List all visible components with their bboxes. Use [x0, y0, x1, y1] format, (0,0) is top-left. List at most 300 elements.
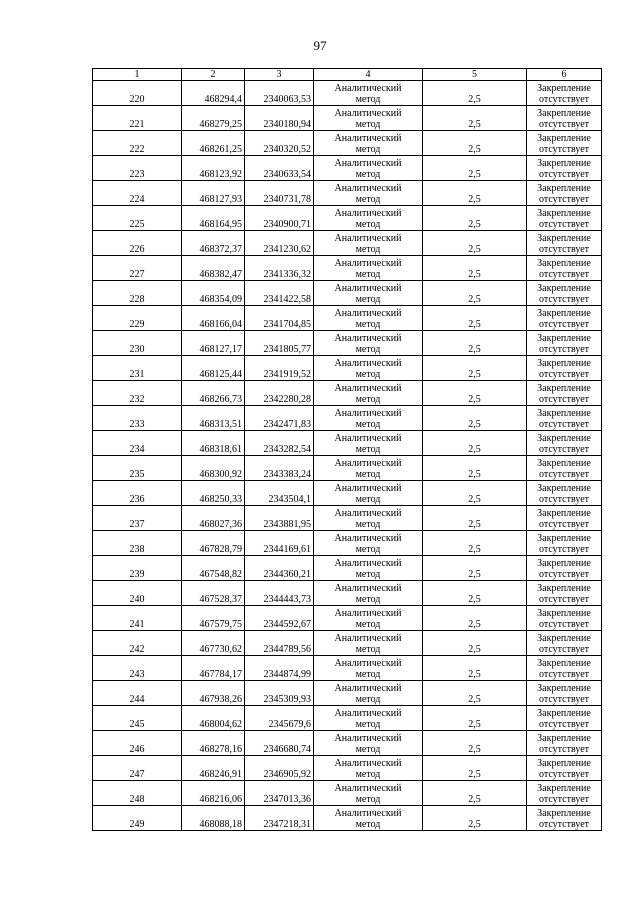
- y-coordinate-cell: 2341805,77: [245, 331, 314, 356]
- fixation-cell: [527, 231, 602, 256]
- fixation-line-1: Закрепление: [537, 283, 591, 294]
- y-coordinate-cell: 2342471,83: [245, 406, 314, 431]
- accuracy-cell: 2,5: [423, 631, 527, 656]
- x-coordinate-cell: 467828,79: [182, 531, 245, 556]
- x-coordinate-cell: 468300,92: [182, 456, 245, 481]
- fixation-line-2: отсутствует: [538, 369, 590, 380]
- x-coordinate-cell: 468004,62: [182, 706, 245, 731]
- y-coordinate-cell: 2344874,99: [245, 656, 314, 681]
- table-row: [93, 356, 602, 381]
- y-coordinate-cell: 2344789,56: [245, 631, 314, 656]
- method-line-1: Аналитический: [334, 133, 402, 144]
- fixation-line-2: отсутствует: [538, 569, 590, 580]
- method-cell: [314, 156, 423, 181]
- y-coordinate-cell: 2343881,95: [245, 506, 314, 531]
- fixation-cell: [527, 531, 602, 556]
- method-line-2: метод: [355, 419, 381, 430]
- method-line-1: Аналитический: [334, 633, 402, 644]
- method-line-2: метод: [355, 819, 381, 830]
- fixation-line-2: отсутствует: [538, 544, 590, 555]
- x-coordinate-cell: 468123,92: [182, 156, 245, 181]
- accuracy-cell: 2,5: [423, 506, 527, 531]
- y-coordinate-cell: 2340633,54: [245, 156, 314, 181]
- fixation-cell: [527, 281, 602, 306]
- method-line-1: Аналитический: [334, 483, 402, 494]
- method-line-2: метод: [355, 594, 381, 605]
- point-number-cell: 237: [93, 506, 182, 531]
- method-line-2: метод: [355, 144, 381, 155]
- method-cell: [314, 781, 423, 806]
- method-line-1: Аналитический: [334, 308, 402, 319]
- method-line-1: Аналитический: [334, 208, 402, 219]
- method-line-2: метод: [355, 544, 381, 555]
- header-row: [93, 69, 602, 81]
- method-cell: [314, 631, 423, 656]
- fixation-line-1: Закрепление: [537, 333, 591, 344]
- fixation-line-2: отсутствует: [538, 269, 590, 280]
- fixation-line-1: Закрепление: [537, 383, 591, 394]
- method-cell: [314, 481, 423, 506]
- fixation-line-1: Закрепление: [537, 433, 591, 444]
- fixation-line-2: отсутствует: [538, 744, 590, 755]
- x-coordinate-cell: 467528,37: [182, 581, 245, 606]
- fixation-line-1: Закрепление: [537, 783, 591, 794]
- point-number-cell: 249: [93, 806, 182, 831]
- fixation-cell: [527, 256, 602, 281]
- method-cell: [314, 731, 423, 756]
- y-coordinate-cell: 2341919,52: [245, 356, 314, 381]
- method-line-1: Аналитический: [334, 108, 402, 119]
- method-cell: [314, 681, 423, 706]
- accuracy-cell: 2,5: [423, 556, 527, 581]
- method-cell: [314, 306, 423, 331]
- method-cell: [314, 381, 423, 406]
- accuracy-cell: 2,5: [423, 181, 527, 206]
- y-coordinate-cell: 2345309,93: [245, 681, 314, 706]
- fixation-cell: [527, 431, 602, 456]
- fixation-line-1: Закрепление: [537, 358, 591, 369]
- x-coordinate-cell: 468246,91: [182, 756, 245, 781]
- point-number-cell: 232: [93, 381, 182, 406]
- x-coordinate-cell: 467730,62: [182, 631, 245, 656]
- accuracy-cell: 2,5: [423, 206, 527, 231]
- accuracy-cell: 2,5: [423, 731, 527, 756]
- fixation-line-1: Закрепление: [537, 733, 591, 744]
- x-coordinate-cell: 468318,61: [182, 431, 245, 456]
- fixation-cell: [527, 206, 602, 231]
- point-number-cell: 222: [93, 131, 182, 156]
- point-number-cell: 228: [93, 281, 182, 306]
- fixation-cell: [527, 681, 602, 706]
- y-coordinate-cell: 2340180,94: [245, 106, 314, 131]
- method-line-2: метод: [355, 794, 381, 805]
- fixation-line-2: отсутствует: [538, 769, 590, 780]
- header-cell-1: 1: [93, 69, 182, 81]
- x-coordinate-cell: 468279,25: [182, 106, 245, 131]
- method-cell: [314, 106, 423, 131]
- fixation-line-2: отсутствует: [538, 819, 590, 830]
- fixation-line-2: отсутствует: [538, 469, 590, 480]
- point-number-cell: 244: [93, 681, 182, 706]
- point-number-cell: 233: [93, 406, 182, 431]
- y-coordinate-cell: 2343504,1: [245, 481, 314, 506]
- accuracy-cell: 2,5: [423, 256, 527, 281]
- header-cell-4: 4: [314, 69, 423, 81]
- accuracy-cell: 2,5: [423, 781, 527, 806]
- method-cell: [314, 531, 423, 556]
- method-line-1: Аналитический: [334, 608, 402, 619]
- fixation-line-2: отсутствует: [538, 669, 590, 680]
- y-coordinate-cell: 2344592,67: [245, 606, 314, 631]
- fixation-cell: [527, 406, 602, 431]
- method-line-2: метод: [355, 294, 381, 305]
- y-coordinate-cell: 2344360,21: [245, 556, 314, 581]
- table-row: [93, 206, 602, 231]
- method-line-1: Аналитический: [334, 583, 402, 594]
- fixation-cell: [527, 581, 602, 606]
- method-line-2: метод: [355, 219, 381, 230]
- method-line-1: Аналитический: [334, 333, 402, 344]
- accuracy-cell: 2,5: [423, 581, 527, 606]
- table-row: [93, 656, 602, 681]
- y-coordinate-cell: 2340320,52: [245, 131, 314, 156]
- fixation-line-1: Закрепление: [537, 83, 591, 94]
- method-cell: [314, 581, 423, 606]
- fixation-line-2: отсутствует: [538, 244, 590, 255]
- point-number-cell: 224: [93, 181, 182, 206]
- fixation-cell: [527, 706, 602, 731]
- point-number-cell: 246: [93, 731, 182, 756]
- x-coordinate-cell: 468294,4: [182, 81, 245, 106]
- method-line-2: метод: [355, 444, 381, 455]
- x-coordinate-cell: 468127,93: [182, 181, 245, 206]
- fixation-line-2: отсутствует: [538, 619, 590, 630]
- fixation-line-2: отсутствует: [538, 169, 590, 180]
- y-coordinate-cell: 2341230,62: [245, 231, 314, 256]
- method-line-1: Аналитический: [334, 258, 402, 269]
- point-number-cell: 225: [93, 206, 182, 231]
- table-row: [93, 781, 602, 806]
- method-line-2: метод: [355, 744, 381, 755]
- method-line-1: Аналитический: [334, 233, 402, 244]
- fixation-line-1: Закрепление: [537, 658, 591, 669]
- fixation-cell: [527, 631, 602, 656]
- method-cell: [314, 406, 423, 431]
- point-number-cell: 231: [93, 356, 182, 381]
- method-line-2: метод: [355, 394, 381, 405]
- fixation-cell: [527, 781, 602, 806]
- fixation-cell: [527, 756, 602, 781]
- table-row: [93, 506, 602, 531]
- fixation-cell: [527, 606, 602, 631]
- fixation-line-1: Закрепление: [537, 458, 591, 469]
- fixation-cell: [527, 381, 602, 406]
- point-number-cell: 229: [93, 306, 182, 331]
- y-coordinate-cell: 2346680,74: [245, 731, 314, 756]
- x-coordinate-cell: 468164,95: [182, 206, 245, 231]
- x-coordinate-cell: 468216,06: [182, 781, 245, 806]
- method-line-2: метод: [355, 94, 381, 105]
- method-line-2: метод: [355, 519, 381, 530]
- y-coordinate-cell: 2341336,32: [245, 256, 314, 281]
- header-cell-2: 2: [182, 69, 245, 81]
- fixation-line-1: Закрепление: [537, 633, 591, 644]
- fixation-line-1: Закрепление: [537, 208, 591, 219]
- x-coordinate-cell: 468027,36: [182, 506, 245, 531]
- fixation-line-2: отсутствует: [538, 94, 590, 105]
- method-line-1: Аналитический: [334, 533, 402, 544]
- table-row: [93, 481, 602, 506]
- y-coordinate-cell: 2341422,58: [245, 281, 314, 306]
- fixation-cell: [527, 331, 602, 356]
- fixation-line-1: Закрепление: [537, 533, 591, 544]
- fixation-cell: [527, 81, 602, 106]
- method-line-2: метод: [355, 569, 381, 580]
- fixation-line-2: отсутствует: [538, 319, 590, 330]
- fixation-line-1: Закрепление: [537, 258, 591, 269]
- method-line-2: метод: [355, 644, 381, 655]
- accuracy-cell: 2,5: [423, 231, 527, 256]
- method-line-2: метод: [355, 319, 381, 330]
- method-line-1: Аналитический: [334, 783, 402, 794]
- method-cell: [314, 181, 423, 206]
- point-number-cell: 239: [93, 556, 182, 581]
- x-coordinate-cell: 468382,47: [182, 256, 245, 281]
- method-line-1: Аналитический: [334, 158, 402, 169]
- y-coordinate-cell: 2347218,31: [245, 806, 314, 831]
- accuracy-cell: 2,5: [423, 431, 527, 456]
- method-line-1: Аналитический: [334, 733, 402, 744]
- table-row: [93, 706, 602, 731]
- accuracy-cell: 2,5: [423, 281, 527, 306]
- method-line-1: Аналитический: [334, 508, 402, 519]
- fixation-line-1: Закрепление: [537, 708, 591, 719]
- y-coordinate-cell: 2344443,73: [245, 581, 314, 606]
- method-line-2: метод: [355, 719, 381, 730]
- y-coordinate-cell: 2342280,28: [245, 381, 314, 406]
- accuracy-cell: 2,5: [423, 681, 527, 706]
- method-cell: [314, 556, 423, 581]
- accuracy-cell: 2,5: [423, 806, 527, 831]
- header-cell-3: 3: [245, 69, 314, 81]
- method-line-1: Аналитический: [334, 358, 402, 369]
- point-number-cell: 241: [93, 606, 182, 631]
- method-line-2: метод: [355, 369, 381, 380]
- fixation-line-1: Закрепление: [537, 158, 591, 169]
- accuracy-cell: 2,5: [423, 656, 527, 681]
- x-coordinate-cell: 468313,51: [182, 406, 245, 431]
- x-coordinate-cell: 468261,25: [182, 131, 245, 156]
- fixation-line-2: отсутствует: [538, 419, 590, 430]
- fixation-line-2: отсутствует: [538, 519, 590, 530]
- y-coordinate-cell: 2340063,53: [245, 81, 314, 106]
- fixation-line-2: отсутствует: [538, 644, 590, 655]
- method-line-1: Аналитический: [334, 558, 402, 569]
- y-coordinate-cell: 2346905,92: [245, 756, 314, 781]
- y-coordinate-cell: 2345679,6: [245, 706, 314, 731]
- fixation-line-1: Закрепление: [537, 183, 591, 194]
- fixation-cell: [527, 481, 602, 506]
- method-cell: [314, 206, 423, 231]
- fixation-line-2: отсутствует: [538, 719, 590, 730]
- method-cell: [314, 806, 423, 831]
- y-coordinate-cell: 2343383,24: [245, 456, 314, 481]
- accuracy-cell: 2,5: [423, 331, 527, 356]
- method-line-2: метод: [355, 469, 381, 480]
- method-cell: [314, 356, 423, 381]
- method-line-2: метод: [355, 619, 381, 630]
- table-body: [93, 69, 602, 831]
- y-coordinate-cell: 2344169,61: [245, 531, 314, 556]
- table-row: [93, 731, 602, 756]
- point-number-cell: 230: [93, 331, 182, 356]
- method-line-1: Аналитический: [334, 383, 402, 394]
- point-number-cell: 227: [93, 256, 182, 281]
- method-line-2: метод: [355, 669, 381, 680]
- table-row: [93, 631, 602, 656]
- method-cell: [314, 81, 423, 106]
- x-coordinate-cell: 467784,17: [182, 656, 245, 681]
- y-coordinate-cell: 2340731,78: [245, 181, 314, 206]
- fixation-cell: [527, 131, 602, 156]
- table-row: [93, 156, 602, 181]
- fixation-line-1: Закрепление: [537, 608, 591, 619]
- fixation-line-1: Закрепление: [537, 583, 591, 594]
- method-cell: [314, 506, 423, 531]
- x-coordinate-cell: 468088,18: [182, 806, 245, 831]
- point-number-cell: 245: [93, 706, 182, 731]
- method-cell: [314, 606, 423, 631]
- method-line-2: метод: [355, 769, 381, 780]
- accuracy-cell: 2,5: [423, 156, 527, 181]
- x-coordinate-cell: 468354,09: [182, 281, 245, 306]
- x-coordinate-cell: 467938,26: [182, 681, 245, 706]
- method-line-2: метод: [355, 494, 381, 505]
- table-row: [93, 456, 602, 481]
- accuracy-cell: 2,5: [423, 131, 527, 156]
- fixation-line-1: Закрепление: [537, 558, 591, 569]
- x-coordinate-cell: 467579,75: [182, 606, 245, 631]
- fixation-line-2: отсутствует: [538, 194, 590, 205]
- table-row: [93, 81, 602, 106]
- table-row: [93, 556, 602, 581]
- fixation-line-1: Закрепление: [537, 483, 591, 494]
- x-coordinate-cell: 468372,37: [182, 231, 245, 256]
- x-coordinate-cell: 468266,73: [182, 381, 245, 406]
- header-cell-5: 5: [423, 69, 527, 81]
- method-cell: [314, 656, 423, 681]
- coordinates-table: [92, 68, 602, 831]
- table-row: [93, 256, 602, 281]
- accuracy-cell: 2,5: [423, 106, 527, 131]
- x-coordinate-cell: 468250,33: [182, 481, 245, 506]
- accuracy-cell: 2,5: [423, 756, 527, 781]
- fixation-line-1: Закрепление: [537, 108, 591, 119]
- point-number-cell: 221: [93, 106, 182, 131]
- method-line-1: Аналитический: [334, 458, 402, 469]
- x-coordinate-cell: 468166,04: [182, 306, 245, 331]
- fixation-line-1: Закрепление: [537, 683, 591, 694]
- method-line-1: Аналитический: [334, 683, 402, 694]
- method-cell: [314, 756, 423, 781]
- table-row: [93, 331, 602, 356]
- fixation-cell: [527, 806, 602, 831]
- method-cell: [314, 231, 423, 256]
- fixation-cell: [527, 181, 602, 206]
- header-cell-6: 6: [527, 69, 602, 81]
- fixation-line-2: отсутствует: [538, 444, 590, 455]
- fixation-line-1: Закрепление: [537, 758, 591, 769]
- fixation-cell: [527, 656, 602, 681]
- method-cell: [314, 331, 423, 356]
- accuracy-cell: 2,5: [423, 356, 527, 381]
- fixation-cell: [527, 106, 602, 131]
- fixation-line-1: Закрепление: [537, 233, 591, 244]
- x-coordinate-cell: 468125,44: [182, 356, 245, 381]
- point-number-cell: 226: [93, 231, 182, 256]
- fixation-line-2: отсутствует: [538, 394, 590, 405]
- fixation-line-2: отсутствует: [538, 594, 590, 605]
- accuracy-cell: 2,5: [423, 81, 527, 106]
- fixation-line-2: отсутствует: [538, 219, 590, 230]
- method-line-2: метод: [355, 244, 381, 255]
- fixation-cell: [527, 731, 602, 756]
- point-number-cell: 243: [93, 656, 182, 681]
- point-number-cell: 238: [93, 531, 182, 556]
- accuracy-cell: 2,5: [423, 706, 527, 731]
- fixation-line-2: отсутствует: [538, 794, 590, 805]
- method-line-2: метод: [355, 194, 381, 205]
- method-cell: [314, 706, 423, 731]
- table-row: [93, 756, 602, 781]
- point-number-cell: 235: [93, 456, 182, 481]
- table-row: [93, 406, 602, 431]
- point-number-cell: 220: [93, 81, 182, 106]
- fixation-line-2: отсутствует: [538, 694, 590, 705]
- method-line-1: Аналитический: [334, 83, 402, 94]
- method-cell: [314, 256, 423, 281]
- method-line-1: Аналитический: [334, 283, 402, 294]
- method-line-1: Аналитический: [334, 708, 402, 719]
- method-line-1: Аналитический: [334, 658, 402, 669]
- accuracy-cell: 2,5: [423, 481, 527, 506]
- x-coordinate-cell: 467548,82: [182, 556, 245, 581]
- point-number-cell: 242: [93, 631, 182, 656]
- point-number-cell: 248: [93, 781, 182, 806]
- table-row: [93, 231, 602, 256]
- table-row: [93, 281, 602, 306]
- method-cell: [314, 131, 423, 156]
- table-row: [93, 306, 602, 331]
- method-line-2: метод: [355, 169, 381, 180]
- accuracy-cell: 2,5: [423, 456, 527, 481]
- x-coordinate-cell: 468127,17: [182, 331, 245, 356]
- point-number-cell: 236: [93, 481, 182, 506]
- method-line-1: Аналитический: [334, 758, 402, 769]
- table-row: [93, 131, 602, 156]
- y-coordinate-cell: 2340900,71: [245, 206, 314, 231]
- point-number-cell: 234: [93, 431, 182, 456]
- point-number-cell: 240: [93, 581, 182, 606]
- fixation-line-1: Закрепление: [537, 508, 591, 519]
- method-line-1: Аналитический: [334, 808, 402, 819]
- accuracy-cell: 2,5: [423, 306, 527, 331]
- fixation-cell: [527, 356, 602, 381]
- fixation-cell: [527, 456, 602, 481]
- y-coordinate-cell: 2347013,36: [245, 781, 314, 806]
- y-coordinate-cell: 2341704,85: [245, 306, 314, 331]
- fixation-cell: [527, 306, 602, 331]
